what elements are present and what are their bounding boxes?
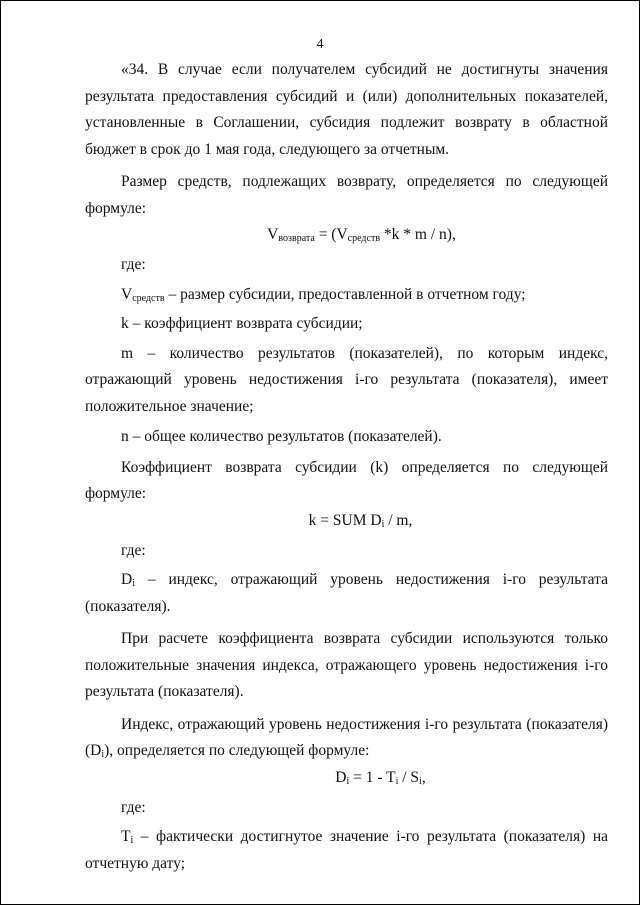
def-var-d: D bbox=[121, 571, 133, 588]
formula-sub-i: i bbox=[346, 775, 350, 787]
formula-part: / S bbox=[398, 768, 420, 786]
index-text: Индекс, отражающий уровень недостижения i-го результата (показателя) (D bbox=[85, 715, 608, 759]
index-sub-i: i bbox=[101, 749, 105, 760]
where-label: где: bbox=[121, 541, 146, 559]
formula-part: = (V bbox=[314, 226, 348, 243]
def-var-t: T bbox=[121, 828, 131, 845]
formula-part: k = SUM D bbox=[308, 511, 382, 529]
paragraph-coefficient: Коэффициент возврата субсидии (k) определяется по следующей формуле: bbox=[85, 458, 608, 502]
definition-n: n – общее количество результатов (показателей). bbox=[121, 428, 442, 445]
formula-part: , bbox=[421, 768, 426, 786]
formula-sub-funds: средств bbox=[347, 233, 381, 244]
formula-index bbox=[85, 765, 608, 791]
page-number: 4 bbox=[316, 37, 324, 52]
index-text: ), определяется по следующей формуле: bbox=[104, 742, 370, 759]
paragraph-refund-size: Размер средств, подлежащих возврату, определяется по следующей формуле: bbox=[85, 173, 608, 217]
where-label: где: bbox=[121, 798, 146, 816]
def-text: – фактически достигнутое значение i-го результата (показателя) на отчетную дату; bbox=[85, 828, 608, 872]
formula-sub-i: i bbox=[395, 775, 399, 787]
where-label: где: bbox=[121, 256, 146, 273]
formula-sub-i: i bbox=[381, 518, 385, 530]
paragraph-calculation: При расчете коэффициента возврата субсидии используются только положительные значения индекса, отражающего уровень недостижения i-го результата (показателя). bbox=[85, 630, 608, 700]
definition-m: m – количество результатов (показателей), по которым индекс, отражающий уровень недостижения i-го результата (показателя), имеет положительное значение; bbox=[85, 344, 608, 415]
formula-sub-return: возврата bbox=[278, 233, 315, 244]
formula-sub-i: i bbox=[419, 775, 422, 787]
def-text: – размер субсидии, предоставленной в отчетном году; bbox=[164, 285, 526, 303]
formula-part: D bbox=[335, 768, 347, 786]
definition-t bbox=[85, 824, 608, 877]
definition-d bbox=[85, 567, 608, 620]
formula-part: *k * m / n), bbox=[380, 226, 456, 243]
definition-k: k – коэффициент возврата субсидии; bbox=[121, 315, 363, 332]
def-text: – индекс, отражающий уровень недостижения i-го результата (показателя). bbox=[85, 571, 608, 615]
definition-v bbox=[85, 282, 608, 309]
paragraph-34: «34. В случае если получателем субсидий не достигнуты значения результата предоставления субсидий и (или) дополнительных показателей, установленные в Соглашении, субсидия подлежит возврату в областной бюджет в срок до 1 мая года, следующего за отчетным. bbox=[85, 61, 608, 158]
formula-coefficient bbox=[85, 508, 608, 534]
paragraph-index bbox=[85, 712, 608, 765]
document-body bbox=[85, 57, 608, 877]
formula-refund bbox=[85, 222, 608, 248]
def-sub-i: i bbox=[130, 835, 134, 846]
formula-part: = 1 - T bbox=[349, 768, 396, 786]
formula-var-v: V bbox=[267, 226, 279, 243]
formula-part: / m, bbox=[384, 511, 413, 529]
def-var-v: V bbox=[121, 285, 133, 303]
def-sub-funds: средств bbox=[132, 292, 165, 304]
def-sub-i: i bbox=[132, 578, 135, 589]
